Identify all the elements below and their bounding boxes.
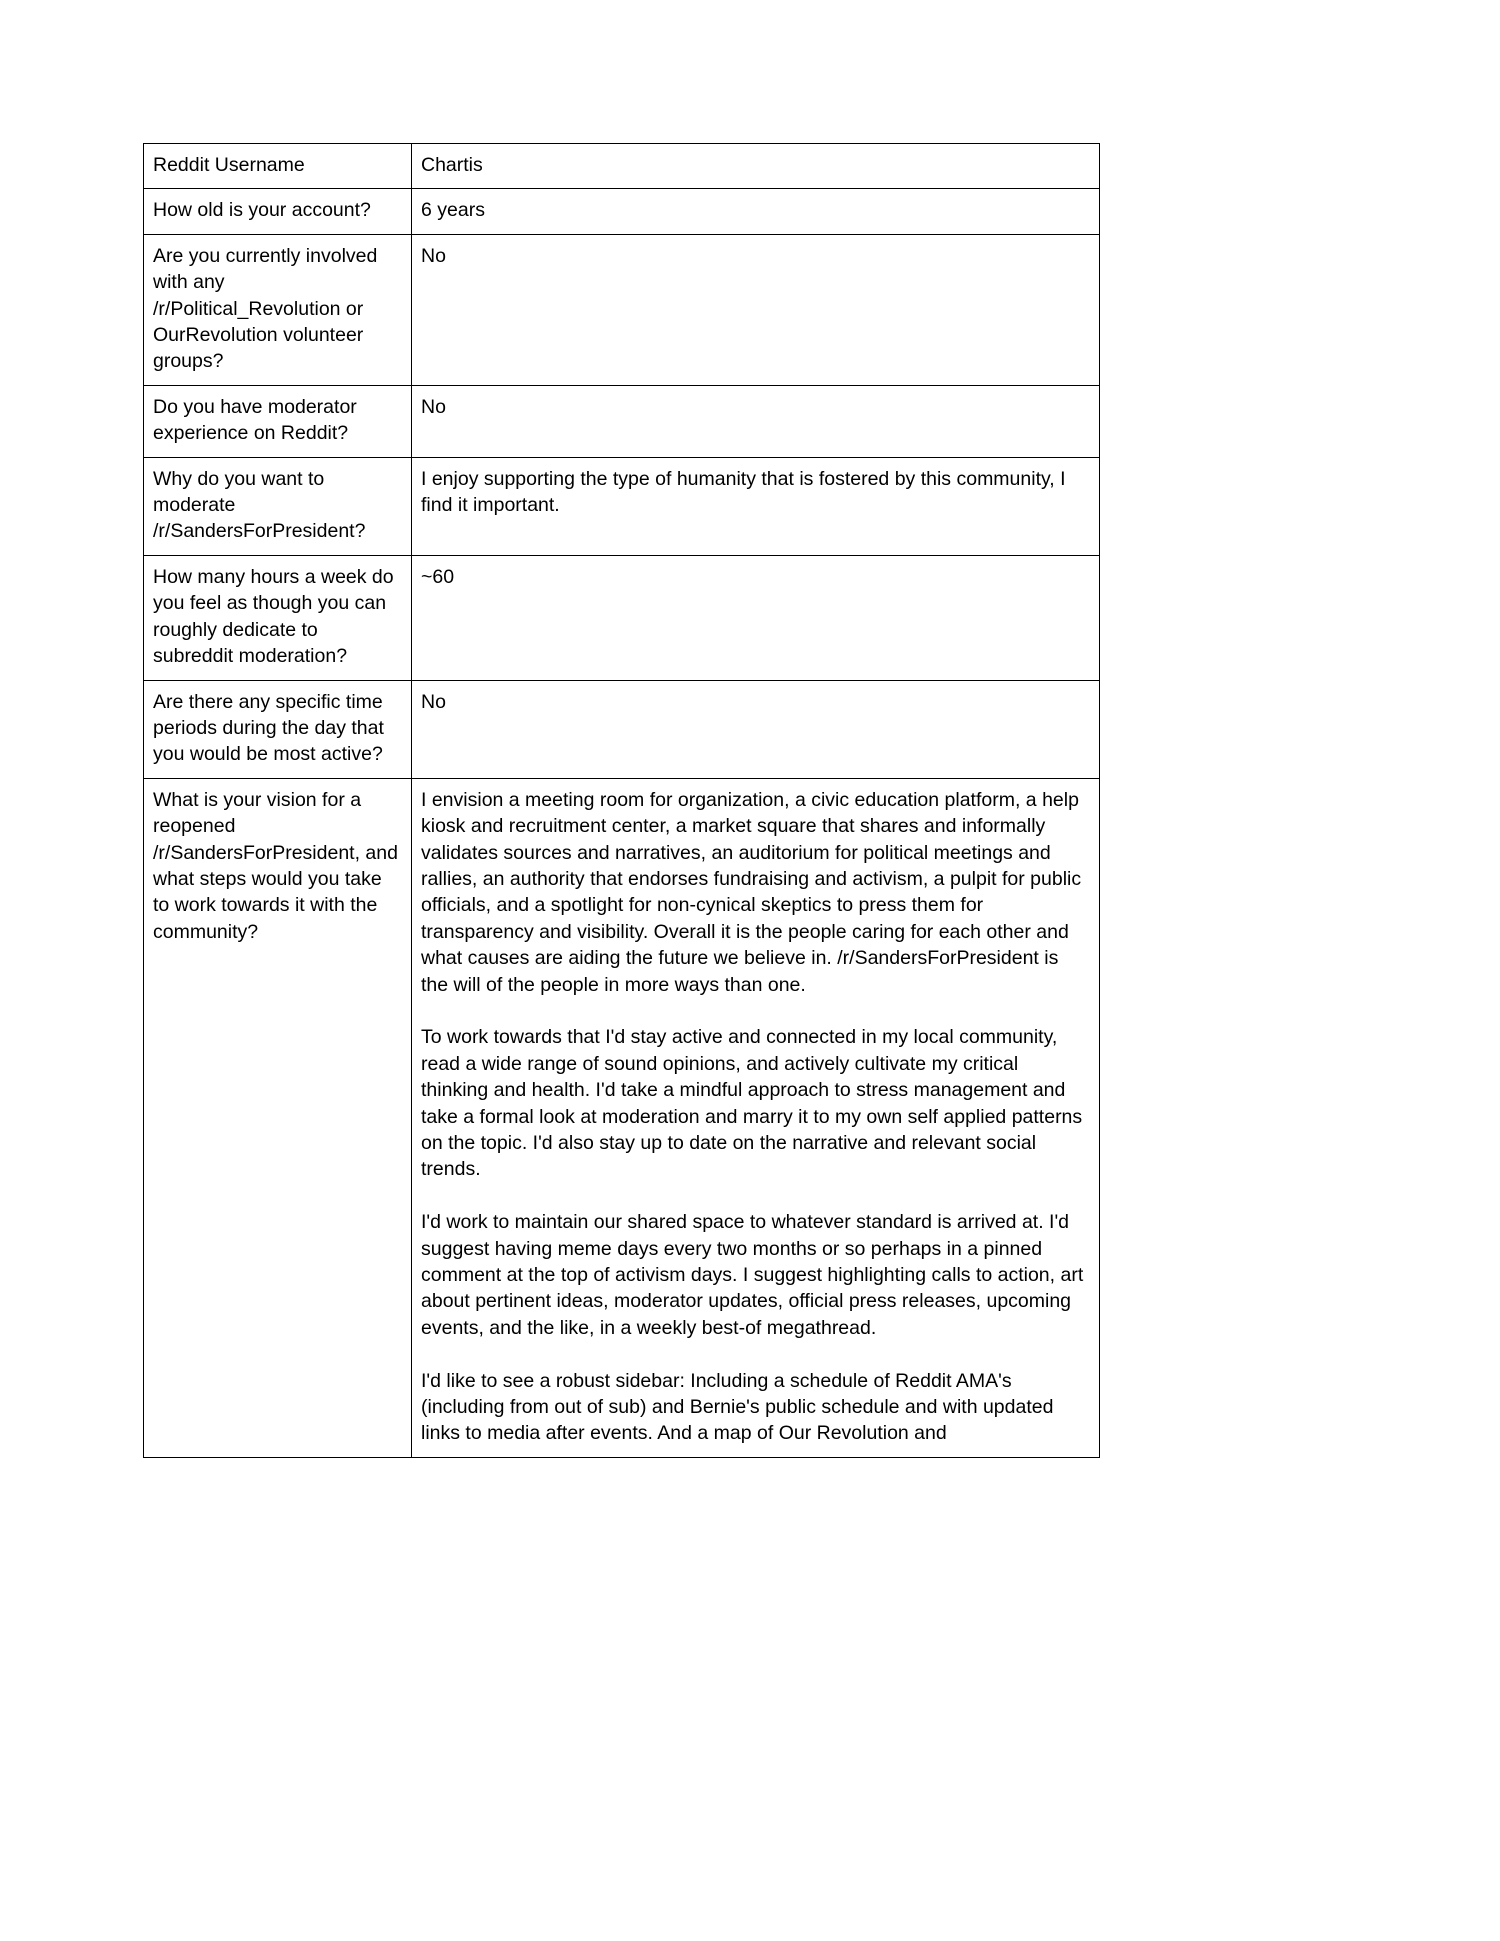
answer-paragraph: Chartis: [421, 154, 483, 176]
table-row: [144, 234, 1100, 385]
table-row: [144, 457, 1100, 555]
question-cell-username: [144, 144, 412, 189]
answer-paragraph: No: [421, 690, 446, 713]
answer-paragraph: ~60: [421, 565, 455, 588]
question-label: Why do you want to moderate /r/SandersForPresident?: [153, 467, 366, 543]
answer-cell-mod-experience: [412, 385, 1100, 457]
answer-paragraph: No: [421, 244, 446, 267]
answer-paragraph: I envision a meeting room for organization, a civic education platform, a help kiosk and recruitment center, a market square that shares and informally validates sources and narratives, an auditorium for political meetings and rallies, an authority that endorses fundraising and activism, a pulpit for public officials, and a spotlight for non-cynical skeptics to press them for transparency and visibility. Overall it is the people caring for each other and what causes are aiding the future we believe in. /r/SandersForPresident is the will of the people in more ways than one.: [421, 788, 1082, 996]
table-row: [144, 385, 1100, 457]
answer-paragraph: I'd work to maintain our shared space to whatever standard is arrived at. I'd suggest having meme days every two months or so perhaps in a pinned comment at the top of activism days. I suggest highlighting calls to action, art about pertinent ideas, moderator updates, official press releases, upcoming events, and the like, in a weekly best-of megathread.: [421, 1211, 1084, 1339]
answer-cell-vision: [412, 778, 1100, 1457]
answer-cell-hours-per-week: [412, 555, 1100, 680]
answer-cell-account-age: [412, 189, 1100, 234]
answer-cell-why-moderate: [412, 457, 1100, 555]
question-label: How old is your account?: [153, 199, 371, 222]
table-row: [144, 555, 1100, 680]
question-label: Are you currently involved with any /r/Political_Revolution or OurRevolution volunteer groups?: [153, 244, 378, 373]
answer-paragraph: I'd like to see a robust sidebar: Including a schedule of Reddit AMA's (including from out of sub) and Bernie's public schedule and with updated links to media after events. And a map of Our Revolution and: [421, 1369, 1054, 1445]
question-cell-hours-per-week: [144, 555, 412, 680]
answer-paragraph: I enjoy supporting the type of humanity that is fostered by this community, I find it important.: [421, 467, 1066, 517]
question-label: How many hours a week do you feel as though you can roughly dedicate to subreddit moderation?: [153, 565, 394, 668]
question-label: What is your vision for a reopened /r/SandersForPresident, and what steps would you take to work towards it with the community?: [153, 788, 398, 943]
question-label: Do you have moderator experience on Reddit?: [153, 395, 357, 445]
question-label: Reddit Username: [153, 154, 305, 176]
table-row: [144, 144, 1100, 189]
answer-cell-volunteer-groups: [412, 234, 1100, 385]
answer-paragraph: To work towards that I'd stay active and connected in my local community, read a wide range of sound opinions, and actively cultivate my critical thinking and health. I'd take a mindful approach to stress management and take a formal look at moderation and marry it to my own self applied patterns on the topic. I'd also stay up to date on the narrative and relevant social trends.: [421, 1026, 1083, 1181]
table-row: [144, 680, 1100, 778]
moderator-application-table: [143, 143, 1100, 1458]
question-cell-vision: [144, 778, 412, 1457]
table-row: [144, 778, 1100, 1457]
question-cell-account-age: [144, 189, 412, 234]
table-body: [144, 144, 1100, 1458]
table-row: [144, 189, 1100, 234]
question-cell-active-time-periods: [144, 680, 412, 778]
answer-cell-active-time-periods: [412, 680, 1100, 778]
answer-paragraph: 6 years: [421, 199, 485, 222]
question-cell-volunteer-groups: [144, 234, 412, 385]
answer-cell-username: [412, 144, 1100, 189]
answer-paragraph: No: [421, 395, 446, 418]
question-label: Are there any specific time periods during the day that you would be most active?: [153, 690, 384, 766]
question-cell-mod-experience: [144, 385, 412, 457]
question-cell-why-moderate: [144, 457, 412, 555]
